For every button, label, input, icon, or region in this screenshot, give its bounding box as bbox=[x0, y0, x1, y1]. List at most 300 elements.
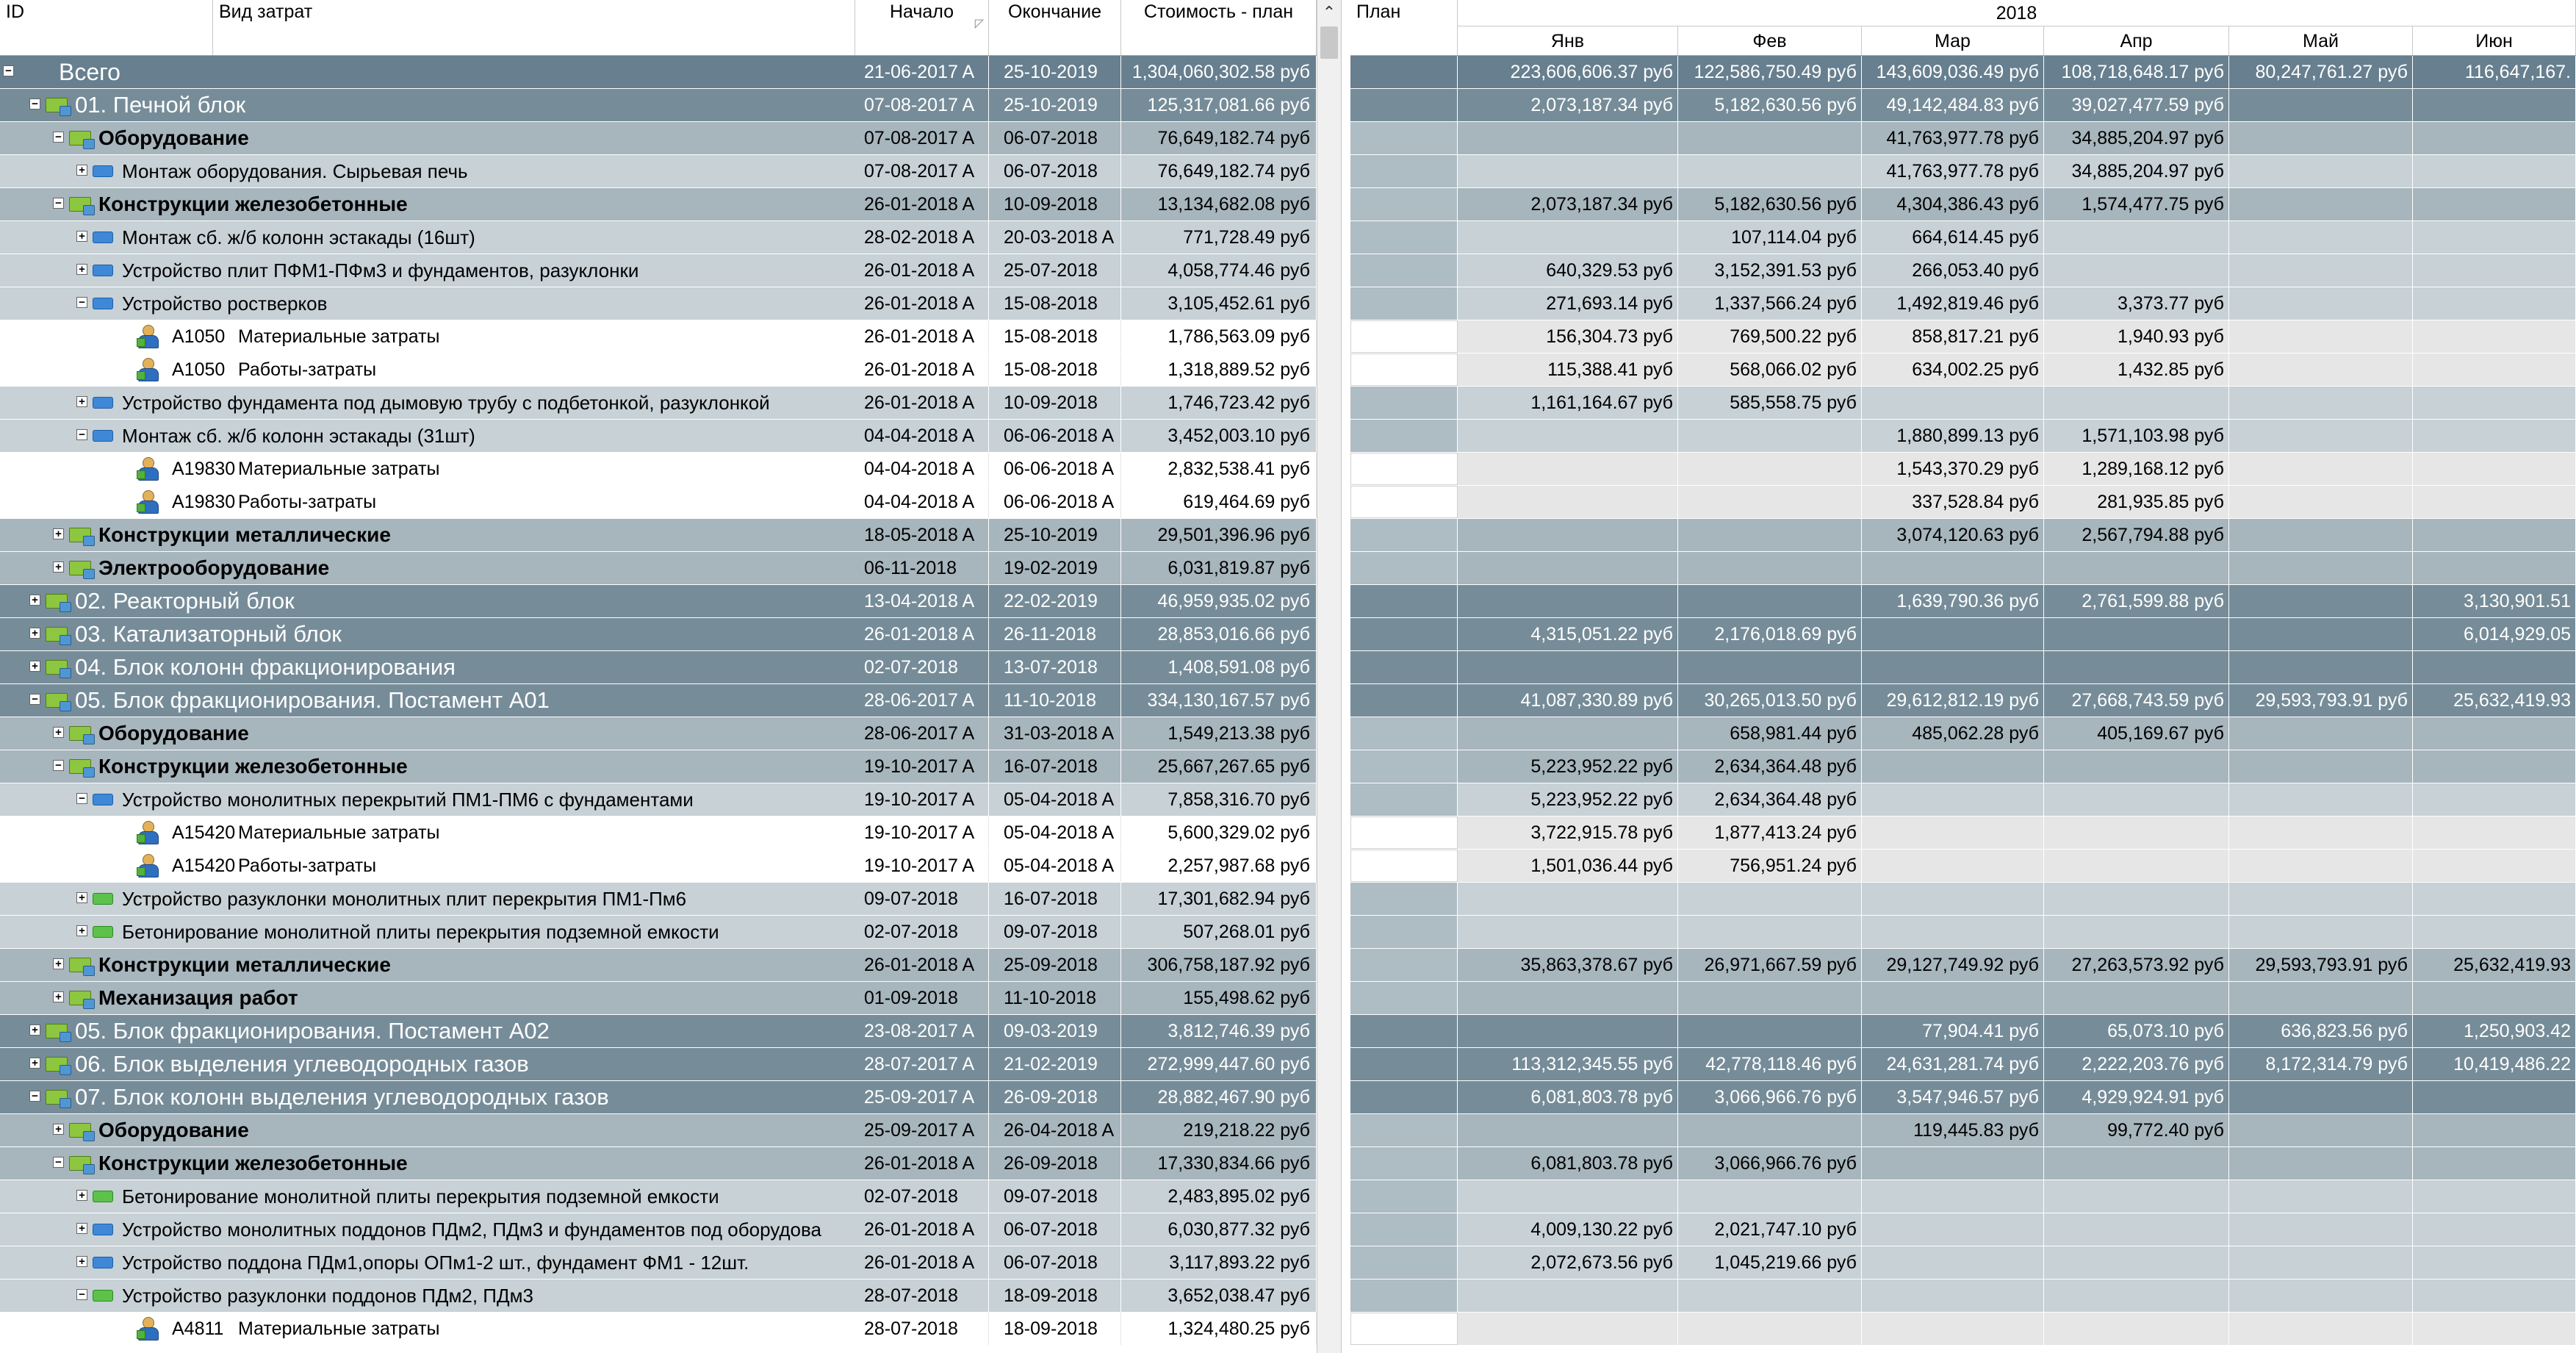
wbs-folder-icon bbox=[46, 660, 68, 675]
collapse-icon[interactable]: − bbox=[76, 429, 87, 440]
month-cost-cell: 27,668,743.59 руб bbox=[2044, 684, 2229, 717]
expand-icon[interactable]: + bbox=[29, 661, 40, 672]
month-cost-cell: 664,614.45 руб bbox=[1862, 221, 2044, 254]
month-cost-cell: 337,528.84 руб bbox=[1862, 486, 2044, 518]
row-name: 05. Блок фракционирования. Постамент А02 bbox=[75, 1018, 550, 1044]
vertical-scrollbar[interactable] bbox=[1317, 0, 1342, 1353]
table-row[interactable] bbox=[0, 287, 1317, 320]
row-name: 07. Блок колонн выделения углеводородных газов bbox=[75, 1084, 609, 1110]
planned-cost: 1,786,563.09 руб bbox=[1121, 320, 1317, 353]
month-cost-cell bbox=[1678, 982, 1862, 1014]
month-cost-cell: 108,718,648.17 руб bbox=[2044, 56, 2229, 88]
table-row[interactable] bbox=[0, 817, 1317, 850]
table-row[interactable] bbox=[0, 486, 1317, 519]
table-row[interactable] bbox=[0, 519, 1317, 552]
collapse-icon[interactable]: − bbox=[29, 98, 40, 110]
row-name: Конструкции железобетонные bbox=[98, 1152, 408, 1174]
table-row[interactable] bbox=[0, 1313, 1317, 1346]
timescale-row[interactable] bbox=[1350, 155, 2576, 188]
finish-date: 25-10-2019 bbox=[989, 519, 1121, 551]
row-name: Всего bbox=[59, 59, 120, 85]
planned-cost: 272,999,447.60 руб bbox=[1121, 1048, 1317, 1080]
month-cost-cell: 2,021,747.10 руб bbox=[1678, 1213, 1862, 1246]
row-name: Механизация работ bbox=[98, 986, 298, 1009]
month-cost-cell bbox=[1458, 883, 1678, 915]
plan-cell bbox=[1350, 188, 1458, 220]
table-row[interactable] bbox=[0, 320, 1317, 353]
table-row[interactable] bbox=[0, 420, 1317, 453]
start-date: 28-06-2017 A bbox=[855, 717, 989, 750]
table-row[interactable] bbox=[0, 1180, 1317, 1213]
col-header-id[interactable]: ID bbox=[0, 0, 213, 55]
expand-icon[interactable]: + bbox=[76, 925, 87, 936]
month-cost-cell bbox=[2229, 1180, 2413, 1213]
month-cost-cell: 1,877,413.24 руб bbox=[1678, 817, 1862, 849]
plan-cell bbox=[1350, 320, 1458, 353]
month-cost-cell: 49,142,484.83 руб bbox=[1862, 89, 2044, 121]
resource-code: A19830 bbox=[172, 492, 236, 512]
table-row[interactable] bbox=[0, 850, 1317, 883]
table-row[interactable] bbox=[0, 717, 1317, 750]
collapse-icon[interactable]: − bbox=[76, 1289, 87, 1300]
start-date: 07-08-2017 A bbox=[855, 155, 989, 187]
timescale-row[interactable] bbox=[1350, 949, 2576, 982]
table-row[interactable] bbox=[0, 552, 1317, 585]
table-row[interactable] bbox=[0, 1015, 1317, 1048]
col-header-name[interactable]: Вид затрат bbox=[213, 0, 855, 55]
month-cost-cell bbox=[1862, 1180, 2044, 1213]
expand-icon[interactable]: + bbox=[76, 231, 87, 242]
month-cost-cell: 30,265,013.50 руб bbox=[1678, 684, 1862, 717]
month-cost-cell bbox=[1458, 916, 1678, 948]
finish-date: 10-09-2018 bbox=[989, 188, 1121, 220]
resource-code: A15420 bbox=[172, 822, 236, 843]
timescale-row[interactable] bbox=[1350, 353, 2576, 387]
start-date: 28-07-2018 bbox=[855, 1313, 989, 1345]
finish-date: 26-04-2018 A bbox=[989, 1114, 1121, 1146]
collapse-icon[interactable]: − bbox=[29, 694, 40, 705]
wbs-folder-icon bbox=[46, 693, 68, 708]
month-cost-cell bbox=[1678, 1114, 1862, 1146]
row-name: 06. Блок выделения углеводородных газов bbox=[75, 1051, 529, 1077]
timescale-row[interactable] bbox=[1350, 486, 2576, 519]
timescale-row[interactable] bbox=[1350, 56, 2576, 89]
month-cost-cell bbox=[2413, 783, 2576, 816]
month-cost-cell: 2,567,794.88 руб bbox=[2044, 519, 2229, 551]
expand-icon[interactable]: + bbox=[53, 991, 64, 1002]
plan-cell bbox=[1350, 552, 1458, 584]
month-cost-cell bbox=[2413, 850, 2576, 882]
expand-icon[interactable]: + bbox=[76, 1190, 87, 1201]
month-cost-cell bbox=[1678, 651, 1862, 683]
planned-cost: 1,318,889.52 руб bbox=[1121, 353, 1317, 386]
month-cost-cell bbox=[2229, 122, 2413, 154]
table-row[interactable] bbox=[0, 353, 1317, 387]
col-header-finish[interactable]: Окончание bbox=[989, 0, 1121, 55]
finish-date: 06-07-2018 bbox=[989, 1213, 1121, 1246]
plan-cell bbox=[1350, 1147, 1458, 1180]
planned-cost: 28,853,016.66 руб bbox=[1121, 618, 1317, 650]
activity-icon bbox=[93, 1257, 113, 1268]
month-cost-cell bbox=[2413, 982, 2576, 1014]
timescale-row[interactable] bbox=[1350, 1081, 2576, 1114]
timescale-row[interactable] bbox=[1350, 1246, 2576, 1280]
month-cost-cell bbox=[2044, 1246, 2229, 1279]
planned-cost: 76,649,182.74 руб bbox=[1121, 155, 1317, 187]
plan-cell bbox=[1350, 717, 1458, 750]
planned-cost: 17,330,834.66 руб bbox=[1121, 1147, 1317, 1180]
month-cost-cell: 3,066,966.76 руб bbox=[1678, 1081, 1862, 1113]
month-cost-cell bbox=[2229, 155, 2413, 187]
month-cost-cell: 634,002.25 руб bbox=[1862, 353, 2044, 386]
finish-date: 26-11-2018 bbox=[989, 618, 1121, 650]
plan-cell bbox=[1350, 916, 1458, 948]
planned-cost: 1,549,213.38 руб bbox=[1121, 717, 1317, 750]
start-date: 04-04-2018 A bbox=[855, 486, 989, 518]
table-row[interactable] bbox=[0, 949, 1317, 982]
table-row[interactable] bbox=[0, 221, 1317, 254]
month-cost-cell bbox=[1678, 1313, 1862, 1345]
month-cost-cell: 658,981.44 руб bbox=[1678, 717, 1862, 750]
timescale-row[interactable] bbox=[1350, 1313, 2576, 1346]
wbs-folder-icon bbox=[69, 1123, 91, 1138]
table-row[interactable] bbox=[0, 916, 1317, 949]
month-cost-cell bbox=[1458, 1015, 1678, 1047]
start-date: 19-10-2017 A bbox=[855, 850, 989, 882]
activity-icon bbox=[93, 926, 113, 938]
month-cost-cell: 1,574,477.75 руб bbox=[2044, 188, 2229, 220]
month-cost-cell bbox=[2229, 320, 2413, 353]
month-cost-cell bbox=[2044, 651, 2229, 683]
start-date: 26-01-2018 A bbox=[855, 1147, 989, 1180]
month-cost-cell: 6,081,803.78 руб bbox=[1458, 1147, 1678, 1180]
table-row[interactable] bbox=[0, 155, 1317, 188]
finish-date: 06-07-2018 bbox=[989, 155, 1121, 187]
table-row[interactable] bbox=[0, 684, 1317, 717]
month-cost-cell bbox=[2044, 817, 2229, 849]
month-cost-cell bbox=[2044, 916, 2229, 948]
expand-icon[interactable]: + bbox=[29, 595, 40, 606]
start-date: 06-11-2018 bbox=[855, 552, 989, 584]
timescale-row[interactable] bbox=[1350, 783, 2576, 817]
table-row[interactable] bbox=[0, 1213, 1317, 1246]
expand-icon[interactable]: + bbox=[53, 561, 64, 573]
month-cost-cell: 3,722,915.78 руб bbox=[1458, 817, 1678, 849]
collapse-icon[interactable]: − bbox=[76, 297, 87, 308]
row-name: Монтаж сб. ж/б колонн эстакады (31шт) bbox=[122, 425, 475, 447]
month-cost-cell bbox=[2229, 1213, 2413, 1246]
row-name: 05. Блок фракционирования. Постамент А01 bbox=[75, 687, 550, 713]
table-row[interactable] bbox=[0, 188, 1317, 221]
month-cost-cell bbox=[2229, 1081, 2413, 1113]
finish-date: 09-07-2018 bbox=[989, 916, 1121, 948]
finish-date: 11-10-2018 bbox=[989, 684, 1121, 717]
table-row[interactable] bbox=[0, 750, 1317, 783]
row-name: Бетонирование монолитной плиты перекрытия подземной емкости bbox=[122, 1185, 719, 1207]
timescale-row[interactable] bbox=[1350, 883, 2576, 916]
expand-icon[interactable]: + bbox=[76, 264, 87, 275]
planned-cost: 771,728.49 руб bbox=[1121, 221, 1317, 254]
month-cost-cell bbox=[1862, 916, 2044, 948]
month-cost-cell: 4,929,924.91 руб bbox=[2044, 1081, 2229, 1113]
finish-date: 22-02-2019 bbox=[989, 585, 1121, 617]
start-date: 04-04-2018 A bbox=[855, 420, 989, 452]
month-cost-cell: 2,073,187.34 руб bbox=[1458, 188, 1678, 220]
month-cost-cell bbox=[1678, 155, 1862, 187]
expand-icon[interactable]: + bbox=[53, 958, 64, 969]
col-header-plan[interactable]: План bbox=[1350, 0, 1458, 55]
timescale-row[interactable] bbox=[1350, 519, 2576, 552]
plan-cell bbox=[1350, 89, 1458, 121]
month-cost-cell bbox=[2229, 353, 2413, 386]
timescale-row[interactable] bbox=[1350, 684, 2576, 717]
wbs-folder-icon bbox=[69, 991, 91, 1005]
col-header-start[interactable]: Начало ◸ bbox=[855, 0, 989, 55]
table-row[interactable] bbox=[0, 1081, 1317, 1114]
month-cost-cell bbox=[1862, 883, 2044, 915]
start-date: 25-09-2017 A bbox=[855, 1114, 989, 1146]
expand-icon[interactable]: + bbox=[76, 1256, 87, 1267]
month-cost-cell bbox=[2229, 651, 2413, 683]
month-cost-cell: 223,606,606.37 руб bbox=[1458, 56, 1678, 88]
month-cost-cell bbox=[2413, 254, 2576, 287]
row-name: Работы-затраты bbox=[238, 492, 377, 512]
start-date: 26-01-2018 A bbox=[855, 618, 989, 650]
month-cost-cell bbox=[1678, 122, 1862, 154]
timescale-grid bbox=[1350, 0, 2576, 1353]
resource-code: A15420 bbox=[172, 855, 236, 876]
timescale-row[interactable] bbox=[1350, 850, 2576, 883]
collapse-icon[interactable]: − bbox=[53, 760, 64, 771]
collapse-icon[interactable]: − bbox=[3, 65, 14, 76]
collapse-icon[interactable]: − bbox=[53, 1157, 64, 1168]
table-row[interactable] bbox=[0, 651, 1317, 684]
month-cost-cell: 568,066.02 руб bbox=[1678, 353, 1862, 386]
timescale-row[interactable] bbox=[1350, 1147, 2576, 1180]
pane-splitter[interactable] bbox=[1342, 0, 1350, 1353]
row-name: Устройство поддона ПДм1,опоры ОПм1-2 шт., фундамент ФМ1 - 12шт. bbox=[122, 1252, 749, 1274]
plan-cell bbox=[1350, 949, 1458, 981]
month-cost-cell: 27,263,573.92 руб bbox=[2044, 949, 2229, 981]
finish-date: 31-03-2018 A bbox=[989, 717, 1121, 750]
table-row[interactable] bbox=[0, 618, 1317, 651]
wbs-folder-icon bbox=[46, 1057, 68, 1072]
month-cost-cell bbox=[1458, 519, 1678, 551]
expand-icon[interactable]: + bbox=[76, 165, 87, 176]
month-cost-cell: 5,182,630.56 руб bbox=[1678, 188, 1862, 220]
start-date: 26-01-2018 A bbox=[855, 387, 989, 419]
month-cost-cell: 122,586,750.49 руб bbox=[1678, 56, 1862, 88]
finish-date: 15-08-2018 bbox=[989, 353, 1121, 386]
month-cost-cell bbox=[2229, 750, 2413, 783]
month-cost-cell: 2,073,187.34 руб bbox=[1458, 89, 1678, 121]
start-date: 26-01-2018 A bbox=[855, 254, 989, 287]
timescale-row[interactable] bbox=[1350, 254, 2576, 287]
month-cost-cell bbox=[2413, 1180, 2576, 1213]
table-row[interactable] bbox=[0, 1246, 1317, 1280]
month-cost-cell: 1,501,036.44 руб bbox=[1458, 850, 1678, 882]
month-cost-cell bbox=[2229, 916, 2413, 948]
month-cost-cell bbox=[1862, 651, 2044, 683]
month-cost-cell bbox=[1458, 420, 1678, 452]
scroll-up-icon[interactable]: ⌃ bbox=[1322, 3, 1336, 21]
table-row[interactable] bbox=[0, 783, 1317, 817]
month-cost-cell bbox=[2044, 387, 2229, 419]
activity-icon bbox=[93, 265, 113, 276]
timescale-row[interactable] bbox=[1350, 651, 2576, 684]
month-cost-cell: 143,609,036.49 руб bbox=[1862, 56, 2044, 88]
plan-cell bbox=[1350, 353, 1458, 386]
collapse-icon[interactable]: − bbox=[29, 1091, 40, 1102]
table-row[interactable] bbox=[0, 56, 1317, 89]
expand-icon[interactable]: + bbox=[53, 528, 64, 539]
month-cost-cell bbox=[2229, 453, 2413, 485]
collapse-icon[interactable]: − bbox=[53, 132, 64, 143]
timescale-row[interactable] bbox=[1350, 717, 2576, 750]
month-cost-cell bbox=[2413, 750, 2576, 783]
month-cost-cell bbox=[2413, 1081, 2576, 1113]
expand-icon[interactable]: + bbox=[76, 396, 87, 407]
expand-icon[interactable]: + bbox=[76, 892, 87, 903]
scroll-thumb[interactable] bbox=[1320, 26, 1338, 59]
collapse-icon[interactable]: − bbox=[76, 793, 87, 804]
month-cost-cell bbox=[1862, 982, 2044, 1014]
start-date: 02-07-2018 bbox=[855, 916, 989, 948]
timescale-row[interactable] bbox=[1350, 287, 2576, 320]
month-cost-cell: 115,388.41 руб bbox=[1458, 353, 1678, 386]
month-cost-cell bbox=[2413, 188, 2576, 220]
timescale-row[interactable] bbox=[1350, 1114, 2576, 1147]
timescale-row[interactable] bbox=[1350, 585, 2576, 618]
expand-icon[interactable]: + bbox=[29, 628, 40, 639]
planned-cost: 1,324,480.25 руб bbox=[1121, 1313, 1317, 1345]
table-row[interactable] bbox=[0, 1048, 1317, 1081]
timescale-row[interactable] bbox=[1350, 453, 2576, 486]
timescale-row[interactable] bbox=[1350, 122, 2576, 155]
table-row[interactable] bbox=[0, 982, 1317, 1015]
table-row[interactable] bbox=[0, 387, 1317, 420]
month-cost-cell bbox=[2413, 486, 2576, 518]
plan-cell bbox=[1350, 1246, 1458, 1279]
start-date: 26-01-2018 A bbox=[855, 320, 989, 353]
row-name: Устройство монолитных поддонов ПДм2, ПДм3 и фундаментов под оборудова bbox=[122, 1219, 821, 1241]
timescale-row[interactable] bbox=[1350, 1280, 2576, 1313]
expand-icon[interactable]: + bbox=[53, 1124, 64, 1135]
finish-date: 06-06-2018 A bbox=[989, 486, 1121, 518]
month-cost-cell bbox=[2229, 519, 2413, 551]
expand-icon[interactable]: + bbox=[29, 1058, 40, 1069]
plan-cell bbox=[1350, 783, 1458, 816]
month-cost-cell: 2,176,018.69 руб bbox=[1678, 618, 1862, 650]
timescale-row[interactable] bbox=[1350, 916, 2576, 949]
month-cost-cell bbox=[2413, 122, 2576, 154]
timescale-row[interactable] bbox=[1350, 221, 2576, 254]
timescale-row[interactable] bbox=[1350, 552, 2576, 585]
table-header bbox=[0, 0, 1317, 56]
expand-icon[interactable]: + bbox=[29, 1024, 40, 1036]
month-cost-cell bbox=[2229, 1280, 2413, 1312]
table-row[interactable] bbox=[0, 254, 1317, 287]
timescale-row[interactable] bbox=[1350, 1180, 2576, 1213]
row-name: Устройство фундамента под дымовую трубу с подбетонкой, разуклонкой bbox=[122, 392, 770, 414]
month-cost-cell bbox=[2413, 387, 2576, 419]
timescale-row[interactable] bbox=[1350, 817, 2576, 850]
timescale-row[interactable] bbox=[1350, 982, 2576, 1015]
month-cost-cell bbox=[1678, 1015, 1862, 1047]
month-cost-cell bbox=[1458, 982, 1678, 1014]
table-row[interactable] bbox=[0, 1280, 1317, 1313]
timescale-row[interactable] bbox=[1350, 618, 2576, 651]
planned-cost: 619,464.69 руб bbox=[1121, 486, 1317, 518]
month-cost-cell bbox=[2229, 783, 2413, 816]
month-cost-cell: 25,632,419.93 bbox=[2413, 949, 2576, 981]
planned-cost: 3,117,893.22 руб bbox=[1121, 1246, 1317, 1279]
finish-date: 06-07-2018 bbox=[989, 122, 1121, 154]
table-row[interactable] bbox=[0, 1114, 1317, 1147]
table-row[interactable] bbox=[0, 1147, 1317, 1180]
start-date: 23-08-2017 A bbox=[855, 1015, 989, 1047]
table-row[interactable] bbox=[0, 122, 1317, 155]
expand-icon[interactable]: + bbox=[76, 1223, 87, 1234]
month-cost-cell bbox=[1458, 486, 1678, 518]
planned-cost: 3,105,452.61 руб bbox=[1121, 287, 1317, 320]
timescale-row[interactable] bbox=[1350, 420, 2576, 453]
activity-icon bbox=[93, 232, 113, 243]
row-name: Устройство плит ПФМ1-ПФм3 и фундаментов, разуклонки bbox=[122, 259, 639, 281]
table-row[interactable] bbox=[0, 585, 1317, 618]
month-cost-cell bbox=[2229, 618, 2413, 650]
table-row[interactable] bbox=[0, 453, 1317, 486]
plan-cell bbox=[1350, 254, 1458, 287]
month-cost-cell: 3,130,901.51 bbox=[2413, 585, 2576, 617]
start-date: 18-05-2018 A bbox=[855, 519, 989, 551]
month-cost-cell bbox=[2413, 519, 2576, 551]
month-cost-cell: 4,304,386.43 руб bbox=[1862, 188, 2044, 220]
finish-date: 09-07-2018 bbox=[989, 1180, 1121, 1213]
month-cost-cell bbox=[2413, 221, 2576, 254]
timescale-row[interactable] bbox=[1350, 1048, 2576, 1081]
timescale-row[interactable] bbox=[1350, 89, 2576, 122]
row-name: Конструкции железобетонные bbox=[98, 193, 408, 215]
month-cost-cell bbox=[2044, 618, 2229, 650]
timescale-row[interactable] bbox=[1350, 188, 2576, 221]
col-header-cost[interactable]: Стоимость - план bbox=[1121, 0, 1317, 55]
wbs-folder-icon bbox=[69, 726, 91, 741]
timescale-row[interactable] bbox=[1350, 750, 2576, 783]
month-cost-cell bbox=[2229, 287, 2413, 320]
month-cost-cell bbox=[2229, 254, 2413, 287]
month-cost-cell bbox=[2413, 552, 2576, 584]
timescale-row[interactable] bbox=[1350, 387, 2576, 420]
month-cost-cell: 405,169.67 руб bbox=[2044, 717, 2229, 750]
timescale-row[interactable] bbox=[1350, 1015, 2576, 1048]
start-date: 28-07-2017 A bbox=[855, 1048, 989, 1080]
month-cost-cell bbox=[1458, 651, 1678, 683]
table-row[interactable] bbox=[0, 89, 1317, 122]
timescale-row[interactable] bbox=[1350, 1213, 2576, 1246]
planned-cost: 76,649,182.74 руб bbox=[1121, 122, 1317, 154]
planned-cost: 155,498.62 руб bbox=[1121, 982, 1317, 1014]
table-row[interactable] bbox=[0, 883, 1317, 916]
row-name: Монтаж оборудования. Сырьевая печь bbox=[122, 160, 468, 182]
plan-cell bbox=[1350, 1213, 1458, 1246]
expand-icon[interactable]: + bbox=[53, 727, 64, 738]
month-cost-cell: 636,823.56 руб bbox=[2229, 1015, 2413, 1047]
month-cost-cell: 2,761,599.88 руб bbox=[2044, 585, 2229, 617]
collapse-icon[interactable]: − bbox=[53, 198, 64, 209]
month-cost-cell bbox=[2044, 1147, 2229, 1180]
timescale-row[interactable] bbox=[1350, 320, 2576, 353]
